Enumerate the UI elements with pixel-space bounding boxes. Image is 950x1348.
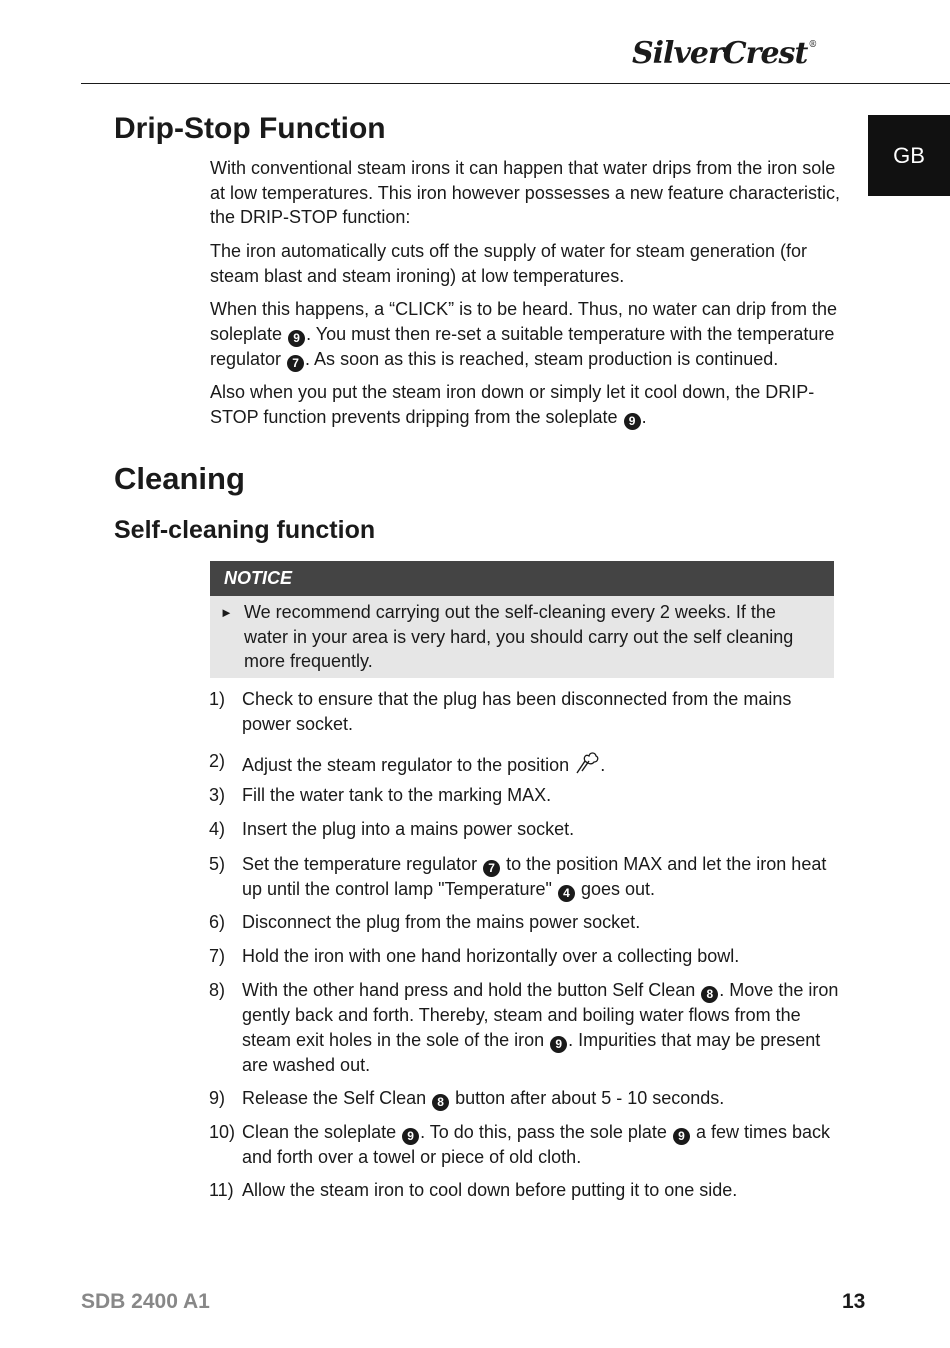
self-cleaning-subtitle: Self-cleaning function bbox=[114, 516, 376, 544]
ref-number-icon: 4 bbox=[558, 885, 575, 902]
step-item: 6) Disconnect the plug from the mains power socket. bbox=[209, 912, 641, 932]
page-number: 13 bbox=[842, 1290, 866, 1313]
notice-text: We recommend carrying out the self-cleaning every 2 weeks. If the water in your area is very hard, you should carry out the self cleaning more frequently. bbox=[244, 602, 794, 671]
ref-number-icon: 9 bbox=[550, 1036, 567, 1053]
self-clean-steam-icon bbox=[574, 749, 600, 775]
brand-logo: SilverCrest® bbox=[632, 36, 817, 71]
drip-paragraph-3: When this happens, a “CLICK” is to be heard. Thus, no water can drip from the soleplate 9 . You must then re-set a suitable temperature with the temperature regulator 7 . As soon as this is reached, steam production is continued. bbox=[210, 299, 837, 370]
language-tab: GB bbox=[868, 115, 950, 196]
step-item: 5) Set the temperature regulator 7 to the position MAX and let the iron heat up until the control lamp "Temperature" 4 goes out. bbox=[209, 854, 827, 900]
ref-number-icon: 8 bbox=[432, 1094, 449, 1111]
notice-header: NOTICE bbox=[210, 561, 834, 596]
step-item: 3) Fill the water tank to the marking MAX. bbox=[209, 785, 552, 805]
step-item: 4) Insert the plug into a mains power socket. bbox=[209, 819, 575, 839]
step-item: 10) Clean the soleplate 9 . To do this, pass the sole plate 9 a few times back and forth over a towel or piece of old cloth. bbox=[209, 1122, 830, 1167]
step-item: 7) Hold the iron with one hand horizontally over a collecting bowl. bbox=[209, 946, 740, 966]
header-rule bbox=[81, 83, 950, 84]
ref-number-icon: 9 bbox=[624, 413, 641, 430]
step-item: 8) With the other hand press and hold the button Self Clean 8 . Move the iron gently back and forth. Thereby, steam and boiling water flows from the steam exit holes in the sole of the iron 9 . Impurities that may be present are washed out. bbox=[209, 980, 839, 1075]
ref-number-icon: 9 bbox=[402, 1128, 419, 1145]
drip-paragraph-4: Also when you put the steam iron down or simply let it cool down, the DRIP-STOP function prevents dripping from the soleplate 9 . bbox=[210, 382, 815, 428]
ref-number-icon: 7 bbox=[287, 355, 304, 372]
notice-body bbox=[210, 596, 834, 678]
step-item: 11) Allow the steam iron to cool down before putting it to one side. bbox=[209, 1180, 738, 1200]
ref-number-icon: 8 bbox=[701, 986, 718, 1003]
step-item: 2) Adjust the steam regulator to the position . bbox=[209, 751, 606, 775]
ref-number-icon: 9 bbox=[673, 1128, 690, 1145]
cleaning-title: Cleaning bbox=[114, 461, 245, 496]
ref-number-icon: 9 bbox=[288, 330, 305, 347]
drip-stop-title: Drip-Stop Function bbox=[114, 112, 386, 145]
arrow-right-icon: ► bbox=[220, 605, 233, 620]
step-item: 9) Release the Self Clean 8 button after about 5 - 10 seconds. bbox=[209, 1088, 725, 1109]
ref-number-icon: 7 bbox=[483, 860, 500, 877]
step-item: 1) Check to ensure that the plug has been disconnected from the mains power socket. bbox=[209, 689, 792, 734]
drip-paragraph-1: With conventional steam irons it can happen that water drips from the iron sole at low temperatures. This iron however possesses a new feature characteristic, the DRIP-STOP function: bbox=[210, 158, 840, 227]
drip-paragraph-2: The iron automatically cuts off the supply of water for steam generation (for steam blast and steam ironing) at low temperatures. bbox=[210, 241, 807, 286]
notice-box bbox=[210, 561, 834, 678]
footer-model: SDB 2400 A1 bbox=[81, 1290, 210, 1313]
